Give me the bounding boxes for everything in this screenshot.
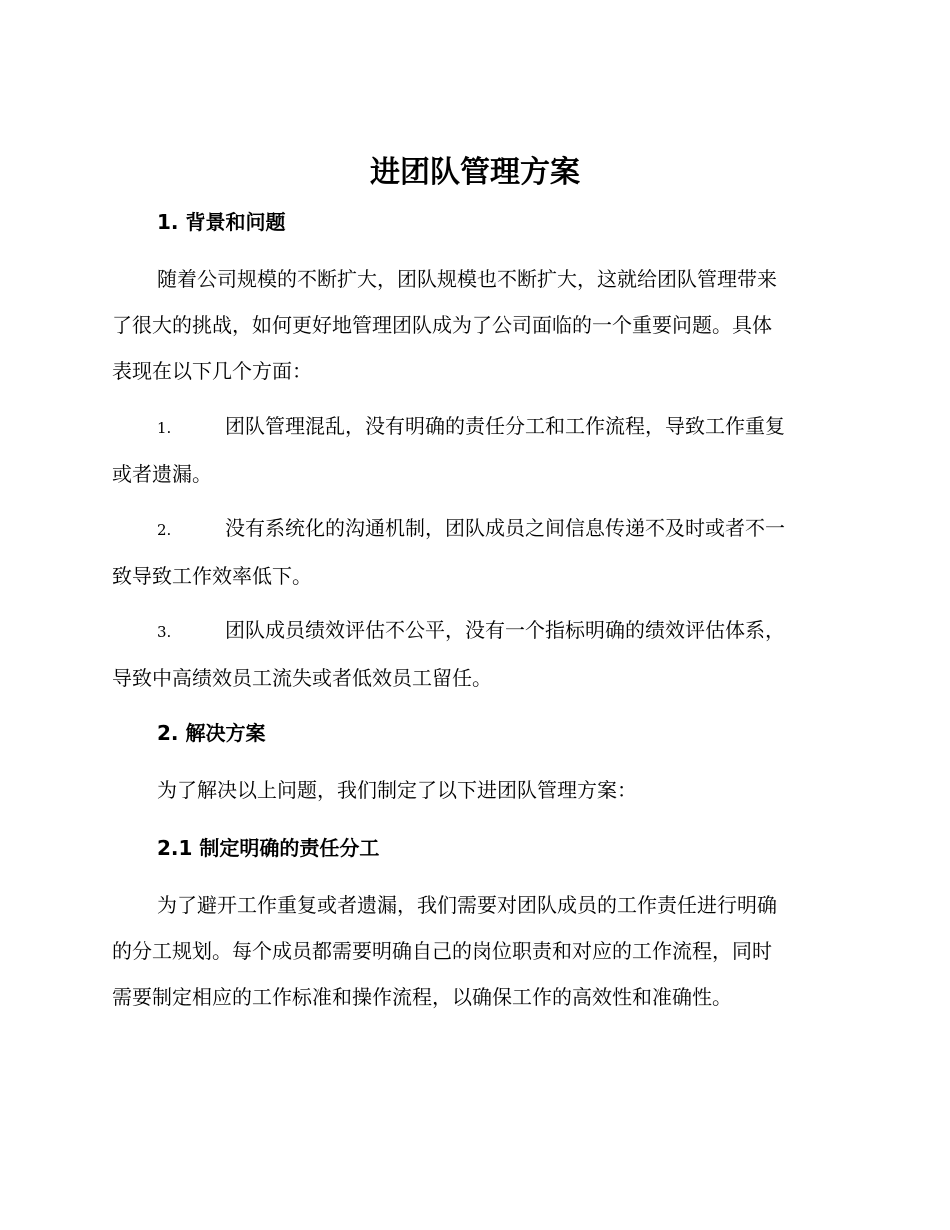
- list-text-continuation: 导致中高绩效员工流失或者低效员工留任。: [112, 666, 492, 690]
- list-text: 没有系统化的沟通机制，团队成员之间信息传递不及时或者不一: [225, 516, 785, 540]
- paragraph-line: 的分工规划。每个成员都需要明确自己的岗位职责和对应的工作流程，同时: [112, 939, 772, 963]
- paragraph-line: 为了解决以上问题，我们制定了以下进团队管理方案：: [157, 778, 637, 802]
- list-item-3: [112, 607, 832, 701]
- paragraph-line: 了很大的挑战，如何更好地管理团队成为了公司面临的一个重要问题。具体: [112, 313, 772, 337]
- section-heading-solution: 2. 解决方案: [157, 721, 266, 745]
- list-item-2: [112, 505, 832, 599]
- solution-intro-paragraph: [112, 767, 832, 813]
- background-paragraph: [112, 256, 832, 394]
- list-item-1: [112, 403, 832, 497]
- paragraph-line: 为了避开工作重复或者遗漏，我们需要对团队成员的工作责任进行明确: [157, 893, 777, 917]
- subsection-heading-responsibility: 2.1 制定明确的责任分工: [157, 836, 380, 860]
- paragraph-line: 表现在以下几个方面：: [112, 359, 312, 383]
- list-text: 团队管理混乱，没有明确的责任分工和工作流程，导致工作重复: [225, 414, 785, 438]
- list-number: 1.: [157, 419, 172, 437]
- list-number: 3.: [157, 623, 172, 641]
- list-text-continuation: 或者遗漏。: [112, 462, 212, 486]
- list-text: 团队成员绩效评估不公平，没有一个指标明确的绩效评估体系，: [225, 618, 785, 642]
- document-title: 进团队管理方案: [370, 155, 580, 190]
- paragraph-line: 需要制定相应的工作标准和操作流程，以确保工作的高效性和准确性。: [112, 985, 732, 1009]
- section-heading-background: 1. 背景和问题: [157, 210, 286, 234]
- list-text-continuation: 致导致工作效率低下。: [112, 564, 312, 588]
- list-number: 2.: [157, 521, 172, 539]
- responsibility-paragraph: [112, 882, 832, 1020]
- paragraph-line: 随着公司规模的不断扩大，团队规模也不断扩大，这就给团队管理带来: [157, 267, 777, 291]
